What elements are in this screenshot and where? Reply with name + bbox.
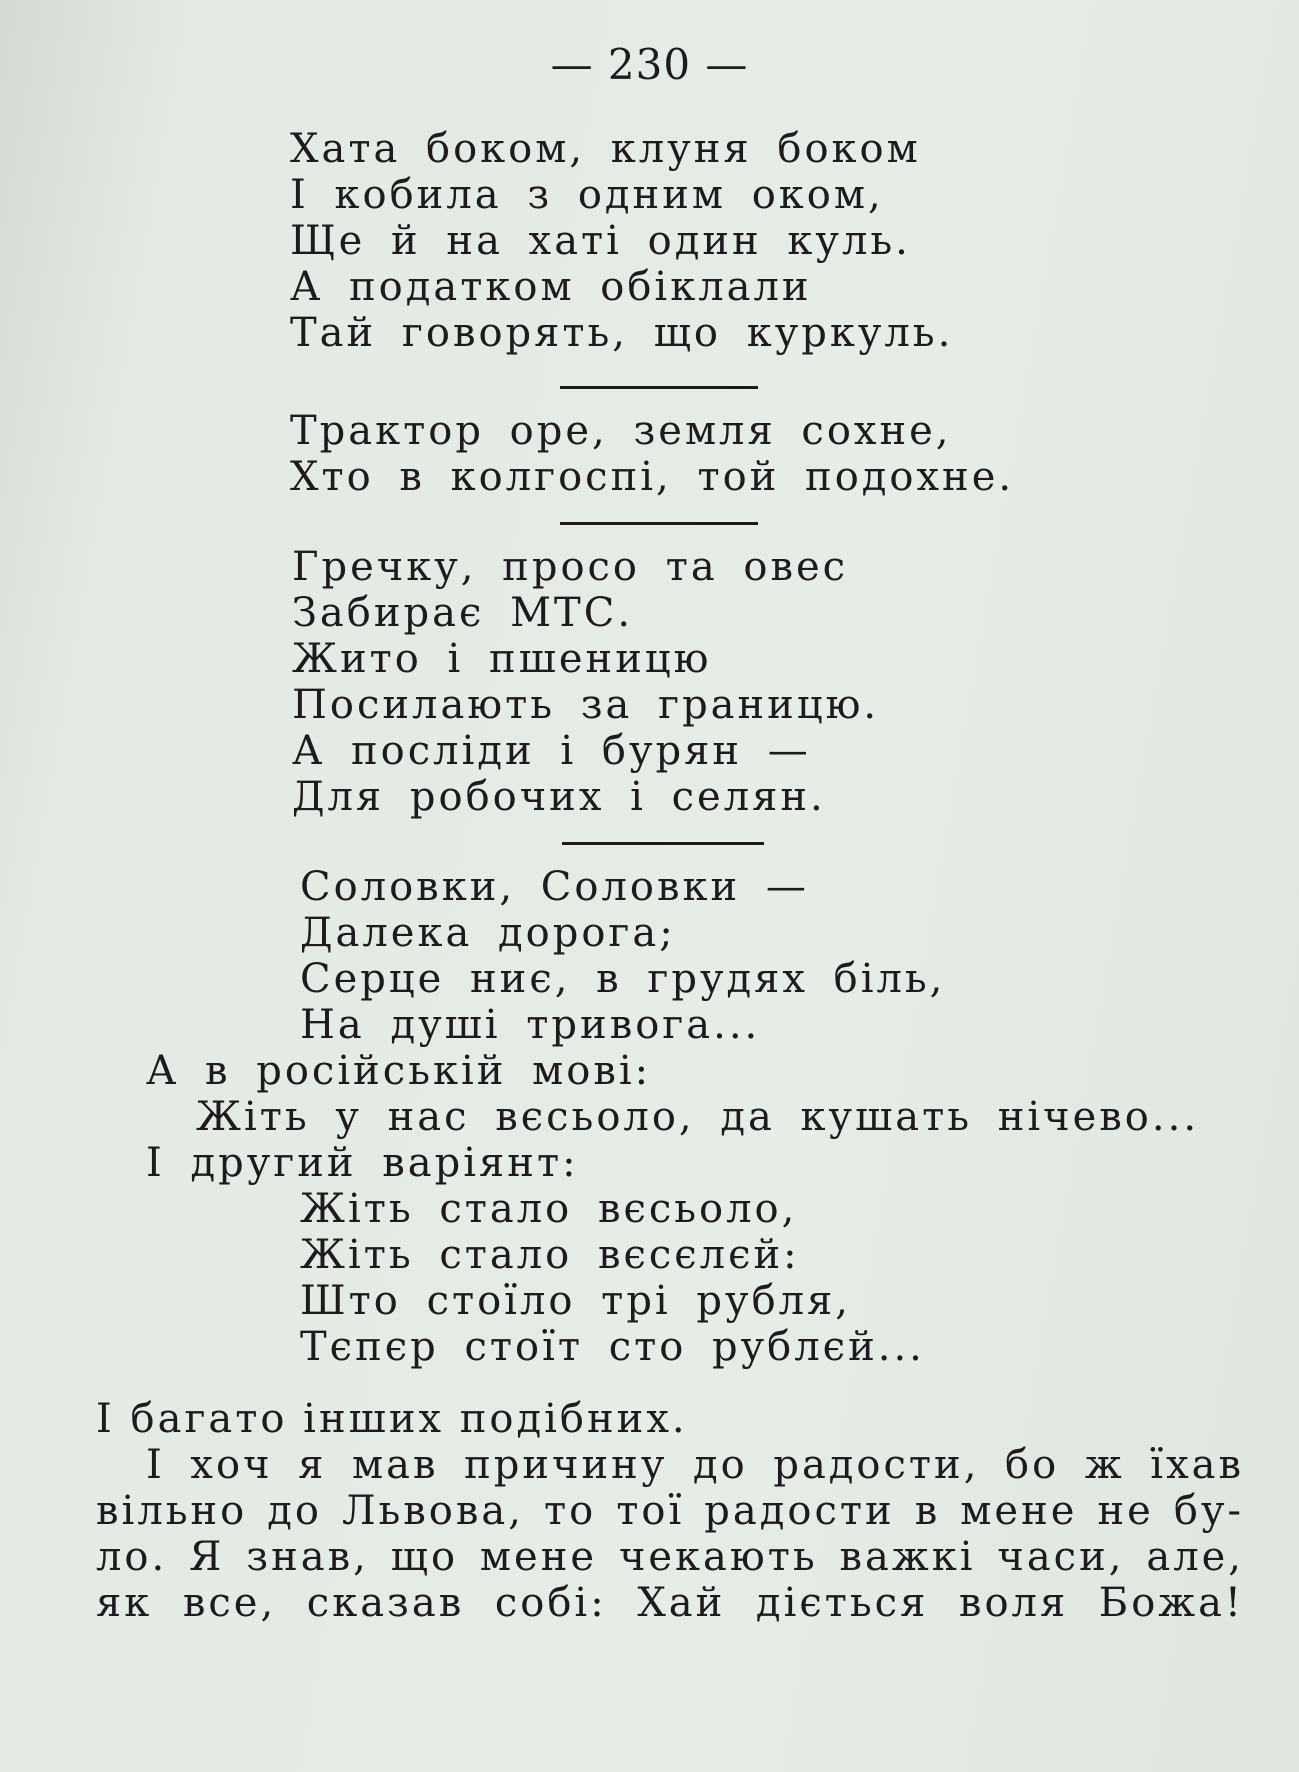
prose-line: І багато інших подібних. (96, 1396, 688, 1442)
verse-line: На душі тривога... (300, 1002, 761, 1048)
verse-line: Трактор оре, земля сохне, (290, 408, 952, 454)
intro-russian: А в російській мові: (146, 1048, 652, 1094)
verse-line: Для робочих і селян. (292, 774, 826, 820)
verse-line: Посилають за границю. (292, 682, 880, 728)
verse-line: І кобила з одним оком, (290, 172, 884, 218)
verse-line: Серце ниє, в грудях біль, (300, 956, 946, 1002)
prose-line: як все, сказав собі: Хай діється воля Божа! (96, 1580, 1244, 1626)
verse-line: Забирає МТС. (292, 590, 634, 636)
verse-line: Жито і пшеницю (292, 636, 712, 682)
verse-line: Жіть стало вєсьоло, (300, 1186, 798, 1232)
intro-variant: І другий варіянт: (146, 1140, 579, 1186)
verse-line: Тєпєр стоїт сто рублєй... (300, 1324, 925, 1370)
prose-line: І хоч я мав причину до радости, бо ж їхав (146, 1442, 1244, 1488)
verse-line: А послiди і бурян — (292, 728, 811, 774)
verse-line: Гречку, просо та овес (292, 544, 849, 590)
prose-line: вільно до Львова, то тої радости в мене не бу- (96, 1488, 1244, 1534)
verse-line: Хто в колгоспі, той подохне. (290, 454, 1015, 500)
section-divider (560, 522, 758, 525)
section-divider (562, 842, 764, 845)
verse-line: Што стоїло трі рубля, (300, 1278, 852, 1324)
verse-line: А податком обіклали (290, 264, 812, 310)
verse-line: Соловки, Соловки — (300, 864, 809, 910)
verse-line: Жіть стало вєсєлєй: (300, 1232, 800, 1278)
page-number: — 230 — (550, 40, 749, 89)
verse-line: Ще й на хаті один куль. (290, 218, 911, 264)
section-divider (560, 386, 758, 389)
verse-line: Далека дорога; (300, 910, 676, 956)
prose-line: ло. Я знав, що мене чекають важкі часи, але, (96, 1534, 1244, 1580)
verse-line: Тай говорять, що куркуль. (290, 310, 954, 356)
russian-line: Жіть у нас вєсьоло, да кушать нічево... (196, 1094, 1200, 1140)
verse-line: Хата боком, клуня боком (290, 126, 921, 172)
